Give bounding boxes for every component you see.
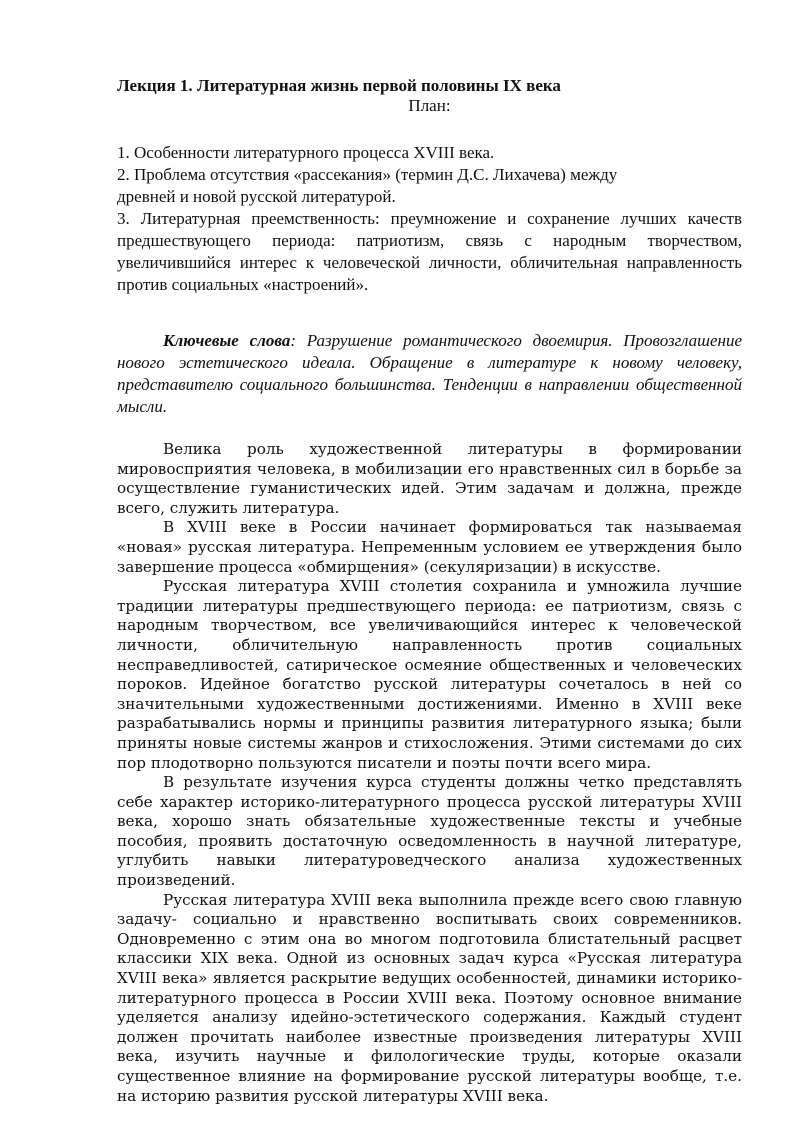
- body-paragraph: В XVIII веке в России начинает формироваться так называемая «новая» русская литература. Непременным условием ее утверждения было завершение процесса «обмирщения» (секуляризации) в искусстве.: [117, 518, 742, 576]
- keywords-label: Ключевые слова: [163, 331, 291, 350]
- body-paragraph: Русская литература XVIII века выполнила прежде всего свою главную задачу- социально и нравственно воспитывать своих современников. Одновременно с этим она во многом подготовила блистательный расцвет классики XIX века. Одной из основных задач курса «Русская литература XVIII века» является раскрытие ведущих особенностей, динамики историко-литературного процесса в России XVIII века. Поэтому основное внимание уделяется анализу идейно-эстетического содержания. Каждый студент должен прочитать наиболее известные произведения литературы XVIII века, изучить научные и филологические труды, которые оказали существенное влияние на формирование русской литературы вообще, т.е. на историю развития русской литературы XVIII века.: [117, 890, 742, 1105]
- body-paragraph: Велика роль художественной литературы в формировании мировосприятия человека, в мобилизации его нравственных сил в борьбе за осуществление гуманистических идей. Этим задачам и должна, прежде всего, служить литература.: [117, 440, 742, 517]
- keywords-paragraph: [117, 330, 742, 418]
- plan-item: 3. Литературная преемственность: преумножение и сохранение лучших качеств предшествующего периода: патриотизм, связь с народным творчеством, увеличившийся интерес к человеческой личности, обличительная направленность против социальных «настроений».: [117, 209, 742, 294]
- plan-heading: План:: [408, 96, 451, 115]
- lecture-title: Лекция 1. Литературная жизнь первой половины IX века: [117, 76, 561, 95]
- body-paragraph: В результате изучения курса студенты должны четко представлять себе характер историко-литературного процесса русской литературы XVIII века, хорошо знать обязательные художественные тексты и учебные пособия, проявить достаточную осведомленность в научной литературе, углубить навыки литературоведческого анализа художественных произведений.: [117, 773, 742, 890]
- document-page: [117, 76, 742, 1106]
- plan-list: [117, 142, 742, 296]
- plan-item: 2. Проблема отсутствия «рассекания» (термин Д.С. Лихачева) между древней и новой русской литературой.: [117, 165, 618, 206]
- plan-item: 1. Особенности литературного процесса XVIII века.: [117, 143, 495, 162]
- body-paragraph: Русская литература XVIII столетия сохранила и умножила лучшие традиции литературы предшествующего периода: ее патриотизм, связь с народным творчеством, все увеличивающийся интерес к человеческой личности, обличительную направленность против социальных несправедливостей, сатирическое осмеяние общественных и человеческих пороков. Идейное богатство русской литературы сочеталось в ней со значительными художественными достижениями. Именно в XVIII веке разрабатывались нормы и принципы развития литературного языка; были приняты новые системы жанров и стихосложения. Этими системами до сих пор плодотворно пользуются писатели и поэты почти всего мира.: [117, 577, 742, 772]
- keywords-text: : Разрушение романтического двоемирия. Провозглашение нового эстетического идеала. Обращение в литературе к новому человеку, представителю социального большинства. Тенденции в направлении общественной мысли.: [117, 331, 743, 416]
- body-text: [117, 440, 742, 1106]
